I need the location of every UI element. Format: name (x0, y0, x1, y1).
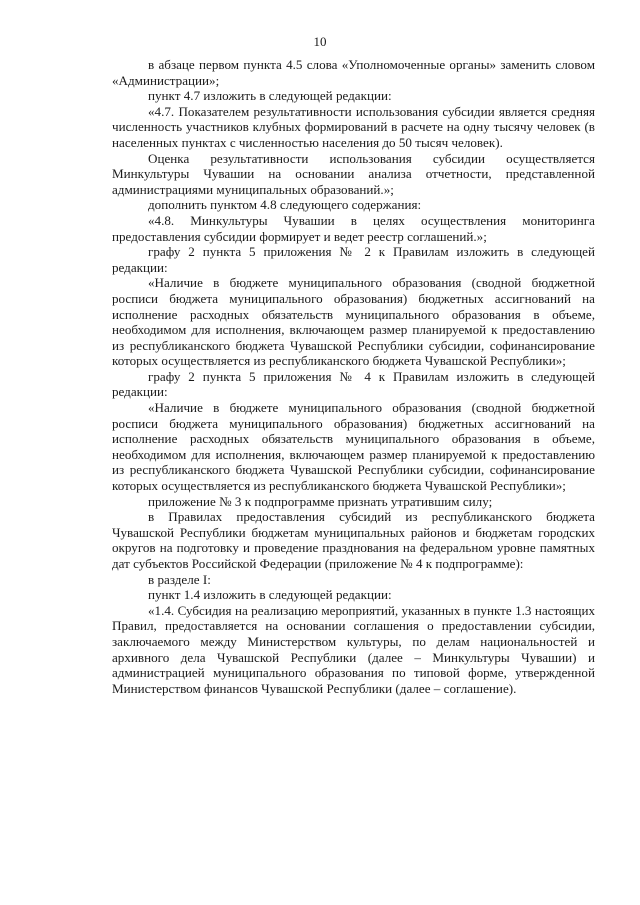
paragraph: «Наличие в бюджете муниципального образования (сводной бюджетной росписи бюджета муниципального образования) бюджетных ассигнований на исполнение расходных обязательств муниципального образования в объеме, необходимом для исполнения, включающем размер планируемой к предоставлению из республиканского бюджета Чувашской Республики субсидии, софинансирование которых осуществляется из республиканского бюджета Чувашской Республики»; (112, 275, 595, 369)
paragraph: графу 2 пункта 5 приложения № 2 к Правилам изложить в следующей редакции: (112, 244, 595, 275)
document-body (112, 57, 595, 696)
paragraph: пункт 4.7 изложить в следующей редакции: (148, 88, 392, 104)
paragraph: в Правилах предоставления субсидий из республиканского бюджета Чувашской Республики бюджетам муниципальных районов и бюджетам городских округов на подготовку и проведение празднования на федеральном уровне памятных дат субъектов Российской Федерации (приложение № 4 к подпрограмме): (112, 509, 595, 571)
paragraph: в абзаце первом пункта 4.5 слова «Уполномоченные органы» заменить словом «Администрации»; (112, 57, 595, 88)
paragraph: графу 2 пункта 5 приложения № 4 к Правилам изложить в следующей редакции: (112, 368, 595, 400)
paragraph: Оценка результативности использования субсидии осуществляется Минкультуры Чувашии на основании анализа отчетности, представленной администрациями муниципальных образований.»; (112, 150, 595, 197)
paragraph: пункт 1.4 изложить в следующей редакции: (148, 587, 392, 603)
paragraph: в разделе I: (148, 571, 211, 587)
paragraph: «4.7. Показателем результативности использования субсидии является средняя численность участников клубных формирований в расчете на одну тысячу человек (в населенных пунктах с численностью населения до 50 тысяч человек). (112, 103, 595, 150)
page-number: 10 (313, 34, 327, 49)
paragraph: «4.8. Минкультуры Чувашии в целях осуществления мониторинга предоставления субсидии формирует и ведет реестр соглашений.»; (112, 212, 595, 244)
paragraph: «1.4. Субсидия на реализацию мероприятий, указанных в пункте 1.3 настоящих Правил, предоставляется на основании соглашения о предоставлении субсидии, заключаемого между Министерством культуры, по делам национальностей и архивного дела Чувашской Республики (далее – Минкультуры Чувашии) и администрацией муниципального образования по типовой форме, утвержденной Министерством финансов Чувашской Республики (далее – соглашение). (112, 602, 595, 696)
paragraph: приложение № 3 к подпрограмме признать утратившим силу; (148, 493, 493, 509)
paragraph: дополнить пунктом 4.8 следующего содержания: (148, 197, 422, 213)
paragraph: «Наличие в бюджете муниципального образования (сводной бюджетной росписи бюджета муниципального образования) бюджетных ассигнований на исполнение расходных обязательств муниципального образования в объеме, необходимом для исполнения, включающем размер планируемой к предоставлению из республиканского бюджета Чувашской Республики субсидии, софинансирование которых осуществляется из республиканского бюджета Чувашской Республики»; (112, 400, 595, 494)
